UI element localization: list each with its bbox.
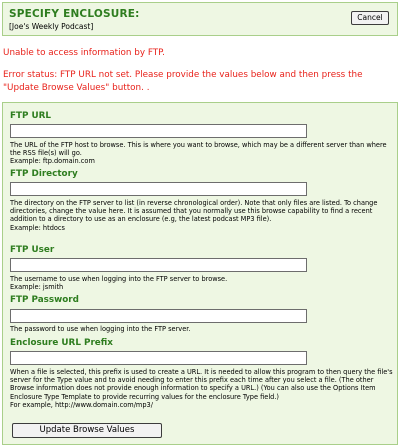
error-status: Error status: FTP URL not set. Please provide the values below and then press the "Update Browse Values" button. . xyxy=(3,70,363,93)
enclosure-header xyxy=(2,2,398,36)
ftp-url-example: Example: ftp.domain.com xyxy=(10,157,95,166)
ftp-url-description: The URL of the FTP host to browse. This is where you want to browse, which may be a different server than where the RSS file(s) will go. Example: ftp.domain.com xyxy=(10,141,394,166)
ftp-user-label: FTP User xyxy=(10,245,55,255)
ftp-directory-input[interactable] xyxy=(10,182,307,196)
ftp-password-label: FTP Password xyxy=(10,295,79,305)
enclosure-url-prefix-label: Enclosure URL Prefix xyxy=(10,338,113,348)
ftp-user-example: Example: jsmith xyxy=(10,283,64,292)
ftp-url-input[interactable] xyxy=(10,124,307,138)
enclosure-url-prefix-description: When a file is selected, this prefix is used to create a URL. It is needed to allow this program to then query the file's server for the Type value and to avoid needing to enter this prefix each time after you select a file. (The other Browse information does not provide enough information to specify a URL.) (You can also use the Options Item Enclosure Type Template to provide recurring values for the enclosure Type field.) For example, http://www.domain.com/mp3/ xyxy=(10,368,393,409)
ftp-url-label: FTP URL xyxy=(10,111,52,121)
podcast-name: [Joe's Weekly Podcast] xyxy=(9,22,94,31)
enclosure-url-prefix-input[interactable] xyxy=(10,351,307,365)
page-title: SPECIFY ENCLOSURE: xyxy=(9,8,140,20)
error-message: Unable to access information by FTP. xyxy=(3,48,165,58)
ftp-directory-description: The directory on the FTP server to list (in reverse chronological order). Note that only files are listed. To change directories, change the value here. It is assumed that you normally use this browse capability to find a recent addition to a directory to use as an enclosure (e.g, the latest podcast MP3 file). Example: htdocs xyxy=(10,199,394,232)
ftp-user-description: The username to use when logging into the FTP server to browse. Example: jsmith xyxy=(10,275,394,291)
cancel-button[interactable]: Cancel xyxy=(351,11,389,25)
update-browse-values-button[interactable]: Update Browse Values xyxy=(12,423,162,438)
ftp-user-input[interactable] xyxy=(10,258,307,272)
enclosure-url-prefix-example: For example, http://www.domain.com/mp3/ xyxy=(10,400,153,409)
ftp-password-input[interactable] xyxy=(10,309,307,323)
ftp-settings-panel xyxy=(2,102,398,445)
ftp-directory-label: FTP Directory xyxy=(10,169,78,179)
ftp-directory-example: Example: htdocs xyxy=(10,223,65,232)
ftp-password-description: The password to use when logging into the FTP server. xyxy=(10,325,191,333)
